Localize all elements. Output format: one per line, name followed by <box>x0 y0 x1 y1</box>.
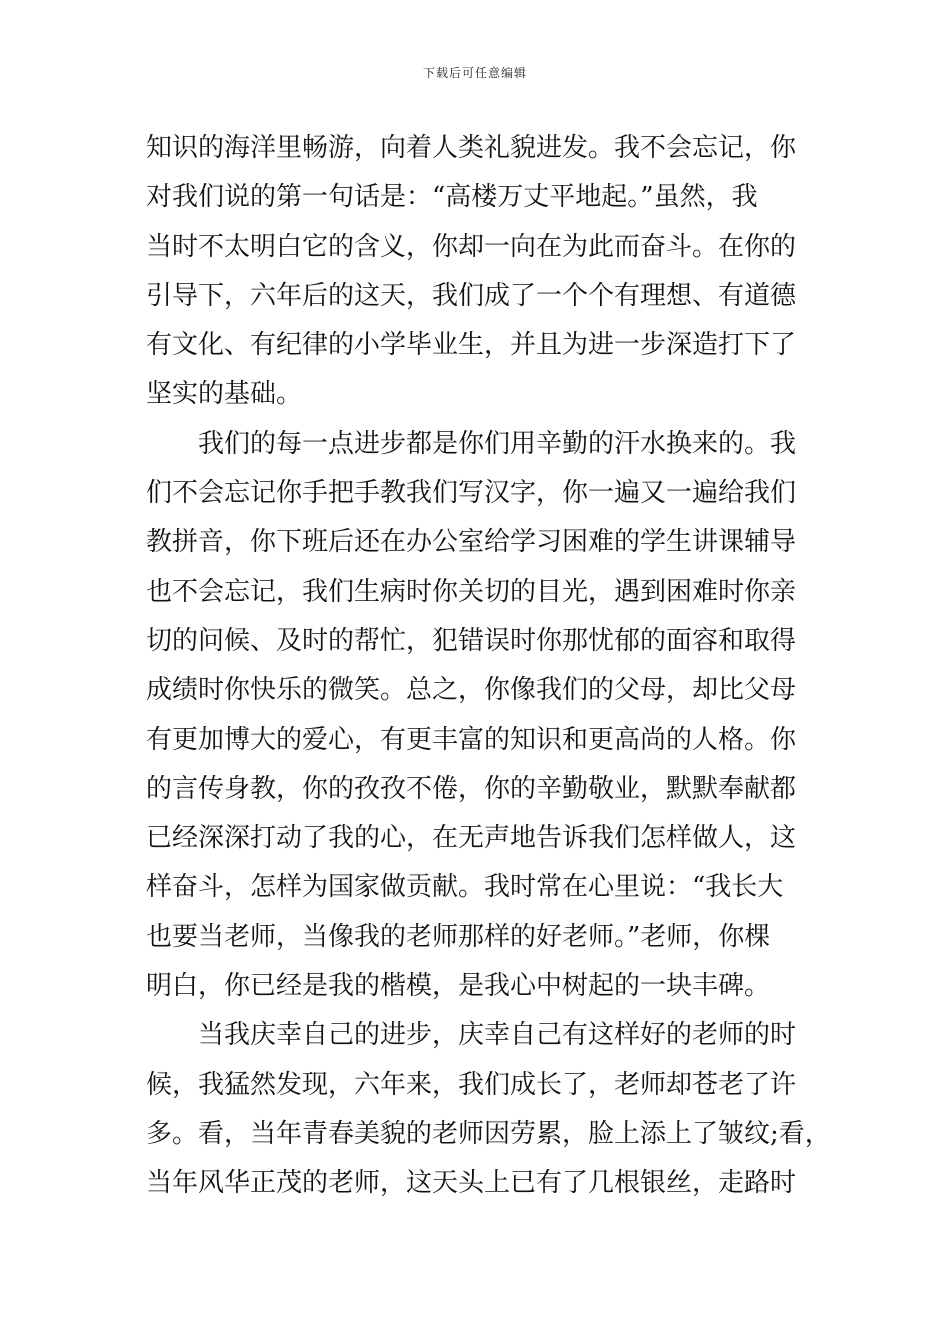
text-line: 样奋斗，怎样为国家做贡献。我时常在心里说：“我长大 <box>146 872 784 903</box>
text-line: 当年风华正茂的老师，这天头上已有了几根银丝，走路时 <box>146 1168 797 1199</box>
text-line: 有更加博大的爱心，有更丰富的知识和更高尚的人格。你 <box>146 724 797 755</box>
text-line: 引导下，六年后的这天，我们成了一个个有理想、有道德 <box>146 280 797 311</box>
document-body <box>146 124 831 1209</box>
text-line: 已经深深打动了我的心，在无声地告诉我们怎样做人，这 <box>146 823 797 854</box>
text-line: 成绩时你快乐的微笑。总之，你像我们的父母，却比父母 <box>146 675 797 706</box>
text-line: 有文化、有纪律的小学毕业生，并且为进一步深造打下了 <box>146 330 797 361</box>
text-line: 候，我猛然发现，六年来，我们成长了，老师却苍老了许 <box>146 1069 797 1100</box>
text-line: 们不会忘记你手把手教我们写汉字，你一遍又一遍给我们 <box>146 478 797 509</box>
text-line: 切的问候、及时的帮忙，犯错误时你那忧郁的面容和取得 <box>146 625 797 656</box>
text-line: 也要当老师，当像我的老师那样的好老师。”老师，你棵 <box>146 921 771 952</box>
text-line: 明白，你已经是我的楷模，是我心中树起的一块丰碑。 <box>146 971 771 1002</box>
text-line: 坚实的基础。 <box>146 379 303 410</box>
page-header: 下载后可任意编辑 <box>422 66 527 80</box>
text-line: 也不会忘记，我们生病时你关切的目光，遇到困难时你亲 <box>146 576 797 607</box>
text-line: 的言传身教，你的孜孜不倦，你的辛勤敬业，默默奉献都 <box>146 773 797 804</box>
text-line: 知识的海洋里畅游，向着人类礼貌进发。我不会忘记，你 <box>146 133 797 163</box>
text-line: 当我庆幸自己的进步，庆幸自己有这样好的老师的时 <box>146 1020 797 1051</box>
text-line: 对我们说的第一句话是：“高楼万丈平地起。”虽然，我 <box>146 182 758 213</box>
text-line: 多。看，当年青春美貌的老师因劳累，脸上添上了皱纹;看， <box>146 1118 831 1149</box>
text-line: 当时不太明白它的含义，你却一向在为此而奋斗。在你的 <box>146 231 797 262</box>
text-line: 我们的每一点进步都是你们用辛勤的汗水换来的。我 <box>146 428 797 459</box>
text-line: 教拼音，你下班后还在办公室给学习困难的学生讲课辅导 <box>146 527 797 558</box>
